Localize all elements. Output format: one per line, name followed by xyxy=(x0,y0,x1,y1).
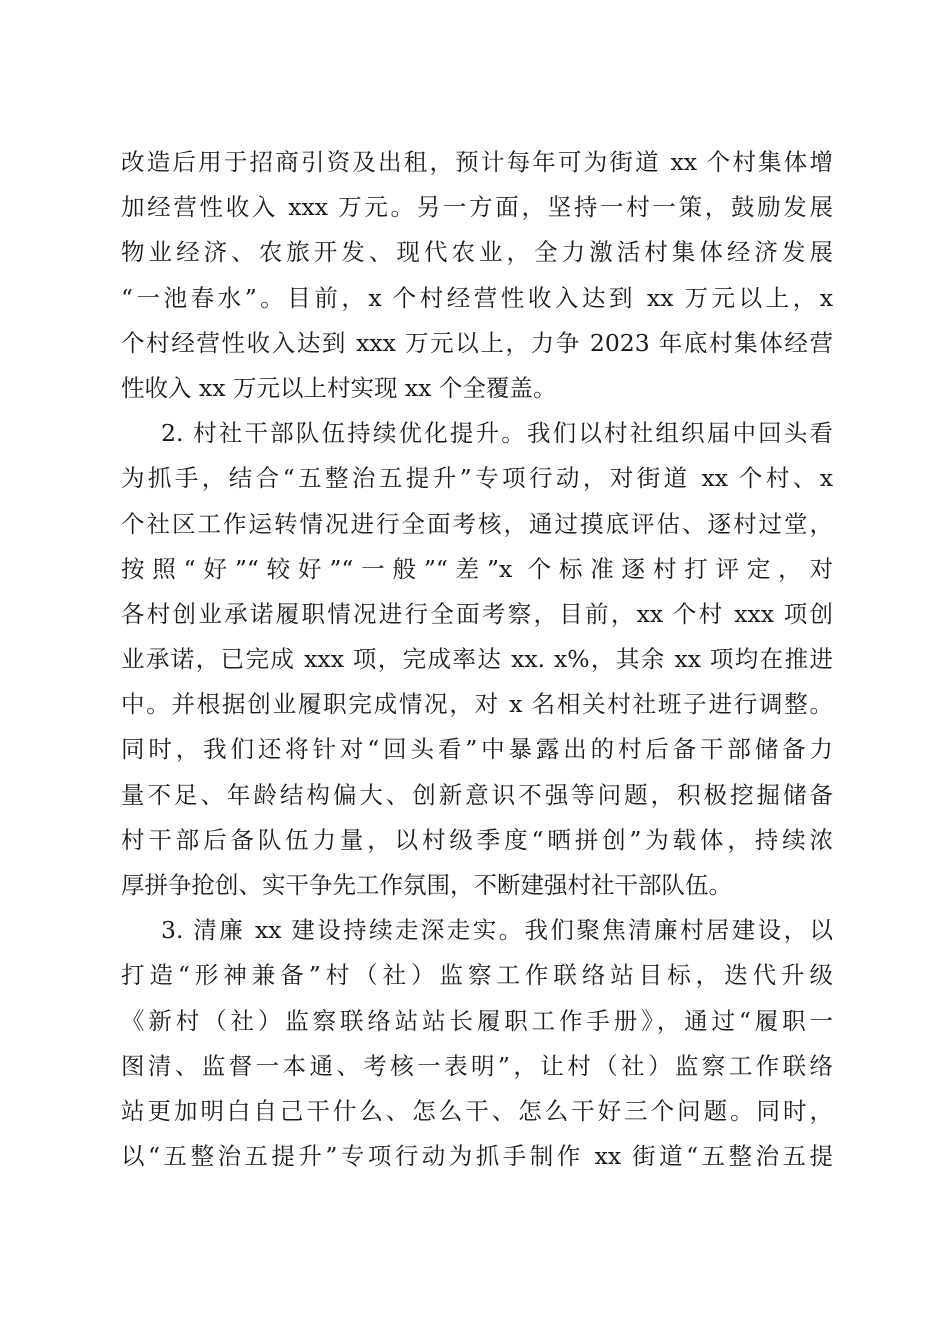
p1-line-1: 改造后用于招商引资及出租，预计每年可为街道 xx 个村集体增 xyxy=(121,148,833,176)
p2-line-4: 按照“好”“较好”“一般”“差”x 个标准逐村打评定，对 xyxy=(121,554,833,583)
p3-line-2: 打造“形神兼备”村（社）监察工作联络站目标，迭代升级 xyxy=(121,961,833,990)
p2-line-10: 村干部后备队伍力量，以村级季度“晒拼创”为载体，持续浓 xyxy=(121,825,833,854)
document-body xyxy=(121,140,833,1179)
p2-line-6: 业承诺，已完成 xxx 项，完成率达 xx. x%，其余 xx 项均在推进 xyxy=(121,645,833,674)
p2-line-3: 个社区工作运转情况进行全面考核，通过摸底评估、逐村过堂， xyxy=(121,509,833,538)
p1-line-2: 加经营性收入 xxx 万元。另一方面，坚持一村一策，鼓励发展 xyxy=(121,193,833,222)
p3-line-5: 站更加明白自己干什么、怎么干、怎么干好三个问题。同时， xyxy=(121,1096,833,1125)
p2-line-1: 2. 村社干部队伍持续优化提升。我们以村社组织届中回头看 xyxy=(161,419,833,448)
p1-line-4: “一池春水”。目前，x 个村经营性收入达到 xx 万元以上，x xyxy=(121,283,833,312)
p3-line-1: 3. 清廉 xx 建设持续走深走实。我们聚焦清廉村居建设，以 xyxy=(161,916,833,945)
p2-line-7: 中。并根据创业履职完成情况，对 x 名相关村社班子进行调整。 xyxy=(121,690,833,719)
p2-line-2: 为抓手，结合“五整治五提升”专项行动，对街道 xx 个村、x xyxy=(121,464,833,493)
p2-line-9: 量不足、年龄结构偏大、创新意识不强等问题，积极挖掘储备 xyxy=(121,780,833,809)
p1-line-6: 性收入 xx 万元以上村实现 xx 个全覆盖。 xyxy=(121,373,557,402)
p3-line-3: 《新村（社）监察联络站站长履职工作手册》，通过“履职一 xyxy=(121,1006,833,1035)
p3-line-4: 图清、监督一本通、考核一表明”，让村（社）监察工作联络 xyxy=(121,1051,833,1080)
p2-line-8: 同时，我们还将针对“回头看”中暴露出的村后备干部储备力 xyxy=(121,735,833,764)
p1-line-5: 个村经营性收入达到 xxx 万元以上，力争 2023 年底村集体经营 xyxy=(121,328,833,357)
p2-line-11: 厚拼争抢创、实干争先工作氛围，不断建强村社干部队伍。 xyxy=(121,871,732,899)
p3-line-6: 以“五整治五提升”专项行动为抓手制作 xx 街道“五整治五提 xyxy=(121,1142,833,1171)
p2-line-5: 各村创业承诺履职情况进行全面考察，目前，xx 个村 xxx 项创 xyxy=(121,599,833,628)
p1-line-3: 物业经济、农旅开发、现代农业，全力激活村集体经济发展 xyxy=(121,238,833,267)
